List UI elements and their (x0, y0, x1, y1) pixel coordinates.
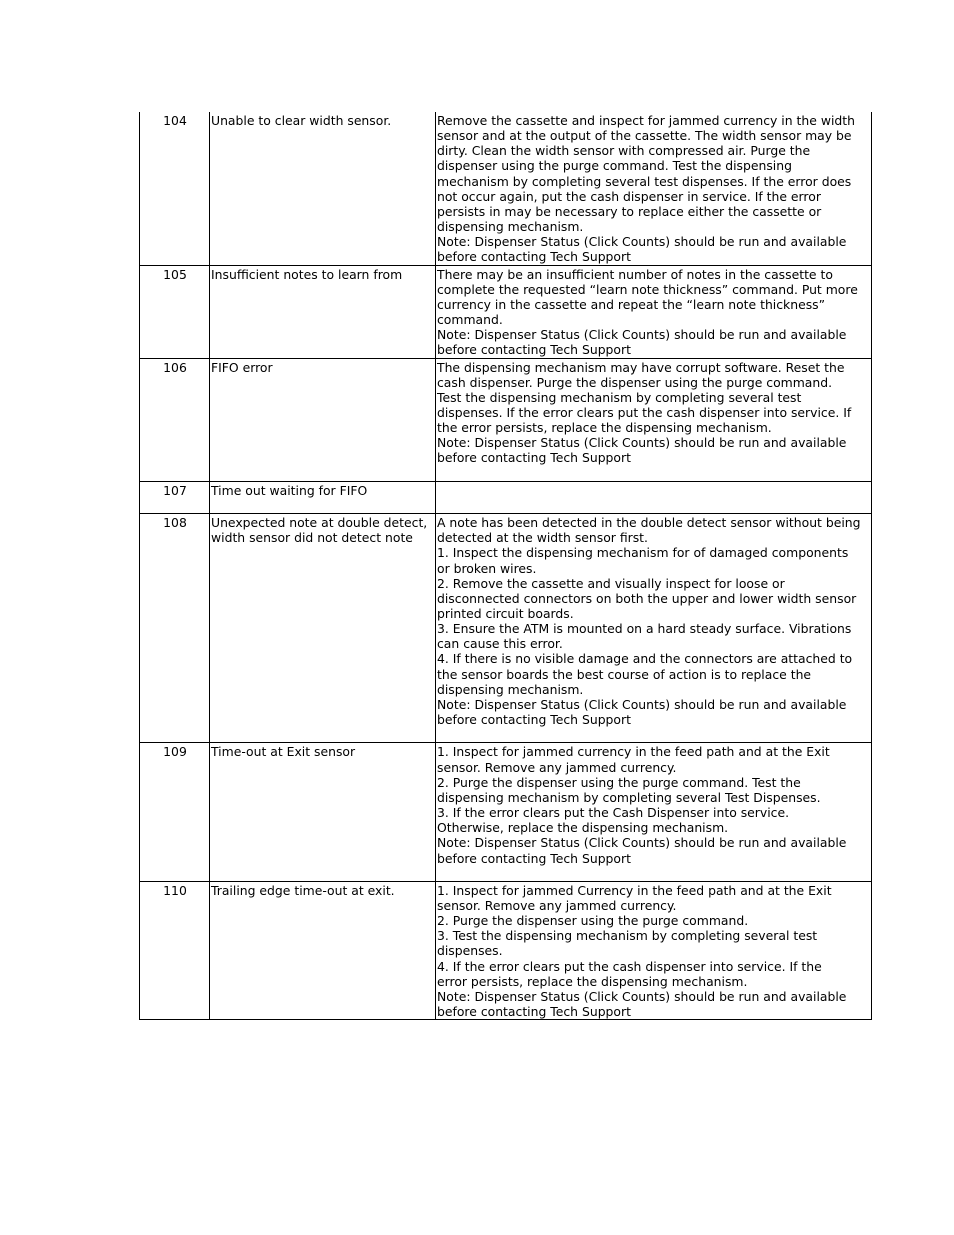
table-row (140, 881, 872, 1019)
error-description (210, 358, 436, 481)
corrective-action (436, 112, 872, 265)
action-line: 2. Purge the dispenser using the purge command. (437, 913, 749, 929)
action-line: before contacting Tech Support (437, 712, 631, 728)
action-line: persists in may be necessary to replace either the cassette or (437, 203, 822, 219)
action-line: dispenser using the purge command. Test the dispensing (437, 158, 792, 174)
blank-line (437, 498, 871, 513)
corrective-action (436, 743, 872, 881)
action-line: 2. Purge the dispenser using the purge command. Test the (437, 774, 801, 790)
action-line: 2. Remove the cassette and visually inspect for loose or (437, 575, 785, 591)
action-line: complete the requested “learn note thickness” command. Put more (437, 281, 858, 297)
action-line: before contacting Tech Support (437, 850, 631, 866)
error-description (210, 112, 436, 265)
table-row (140, 265, 872, 358)
action-line: dirty. Clean the width sensor with compressed air. Purge the (437, 143, 811, 159)
action-line: can cause this error. (437, 636, 563, 652)
action-line: Remove the cassette and inspect for jammed currency in the width (437, 113, 855, 128)
error-code-table-body (140, 112, 872, 1020)
action-line: 4. If there is no visible damage and the connectors are attached to (437, 651, 853, 667)
action-line: Note: Dispenser Status (Click Counts) should be run and available (437, 696, 847, 712)
error-description (210, 743, 436, 881)
description-line: FIFO error (211, 359, 273, 375)
blank-line (437, 466, 871, 481)
action-line: dispenses. (437, 943, 503, 959)
action-line: command. (437, 312, 503, 328)
description-line: Trailing edge time-out at exit. (211, 882, 395, 898)
action-line: 4. If the error clears put the cash dispenser into service. If the (437, 958, 822, 974)
error-code: 105 (140, 265, 210, 358)
error-description (210, 481, 436, 513)
action-line: mechanism by completing several test dispenses. If the error does (437, 173, 852, 189)
action-line: sensor. Remove any jammed currency. (437, 759, 677, 775)
error-code: 110 (140, 881, 210, 1019)
table-row (140, 481, 872, 513)
corrective-action (436, 514, 872, 743)
action-line: before contacting Tech Support (437, 450, 631, 466)
error-description (210, 265, 436, 358)
error-code: 108 (140, 514, 210, 743)
action-line: Note: Dispenser Status (Click Counts) should be run and available (437, 835, 847, 851)
error-code: 107 (140, 481, 210, 513)
blank-line (437, 483, 871, 498)
action-line: sensor. Remove any jammed currency. (437, 897, 677, 913)
action-line: detected at the width sensor first. (437, 530, 648, 546)
action-line: before contacting Tech Support (437, 249, 631, 265)
table-row (140, 112, 872, 265)
action-line: cash dispenser. Purge the dispenser using the purge command. (437, 374, 833, 390)
action-line: 3. Test the dispensing mechanism by completing several test (437, 928, 818, 944)
action-line: Note: Dispenser Status (Click Counts) should be run and available (437, 234, 847, 250)
table-row (140, 743, 872, 881)
action-line: not occur again, put the cash dispenser in service. If the error (437, 188, 821, 204)
table-row (140, 358, 872, 481)
corrective-action (436, 358, 872, 481)
action-line: Note: Dispenser Status (Click Counts) should be run and available (437, 327, 847, 343)
action-line: before contacting Tech Support (437, 342, 631, 358)
action-line: A note has been detected in the double detect sensor without being (437, 515, 861, 531)
error-description (210, 514, 436, 743)
action-line: 1. Inspect the dispensing mechanism for of damaged components (437, 545, 849, 561)
error-code: 104 (140, 112, 210, 265)
action-line: or broken wires. (437, 560, 537, 576)
description-line: Unexpected note at double detect, (211, 515, 428, 531)
corrective-action (436, 881, 872, 1019)
action-line: 3. Ensure the ATM is mounted on a hard steady surface. Vibrations (437, 621, 852, 637)
action-line: 1. Inspect for jammed currency in the feed path and at the Exit (437, 744, 830, 760)
blank-line (437, 727, 871, 742)
action-line: 3. If the error clears put the Cash Dispenser into service. (437, 805, 790, 821)
action-line: printed circuit boards. (437, 606, 574, 621)
action-line: Otherwise, replace the dispensing mechanism. (437, 820, 729, 836)
action-line: disconnected connectors on both the upper and lower width sensor (437, 590, 857, 606)
error-code: 106 (140, 358, 210, 481)
table-row (140, 514, 872, 743)
action-line: Note: Dispenser Status (Click Counts) should be run and available (437, 988, 847, 1004)
corrective-action (436, 481, 872, 513)
action-line: 1. Inspect for jammed Currency in the feed path and at the Exit (437, 882, 832, 898)
action-line: sensor and at the output of the cassette. The width sensor may be (437, 128, 852, 144)
action-line: before contacting Tech Support (437, 1004, 631, 1020)
action-line: currency in the cassette and repeat the “learn note thickness” (437, 296, 826, 312)
action-line: error persists, replace the dispensing mechanism. (437, 973, 748, 989)
error-description (210, 881, 436, 1019)
action-line: the error persists, replace the dispensing mechanism. (437, 420, 772, 436)
action-line: dispensing mechanism. (437, 681, 584, 697)
action-line: There may be an insufficient number of notes in the cassette to (437, 266, 833, 282)
action-line: the sensor boards the best course of action is to replace the (437, 666, 812, 682)
description-line: Insufficient notes to learn from (211, 266, 403, 282)
corrective-action (436, 265, 872, 358)
error-code-table (139, 112, 872, 1020)
error-code: 109 (140, 743, 210, 881)
action-line: dispensing mechanism. (437, 219, 584, 235)
description-line: Time out waiting for FIFO (211, 482, 368, 498)
description-line: Unable to clear width sensor. (211, 113, 392, 128)
description-line: Time-out at Exit sensor (211, 744, 356, 760)
blank-line (437, 866, 871, 881)
action-line: dispensing mechanism by completing several Test Dispenses. (437, 789, 821, 805)
action-line: Test the dispensing mechanism by completing several test (437, 389, 802, 405)
action-line: dispenses. If the error clears put the cash dispenser into service. If (437, 404, 852, 420)
action-line: The dispensing mechanism may have corrupt software. Reset the (437, 359, 845, 375)
action-line: Note: Dispenser Status (Click Counts) should be run and available (437, 435, 847, 451)
description-line: width sensor did not detect note (211, 530, 413, 546)
